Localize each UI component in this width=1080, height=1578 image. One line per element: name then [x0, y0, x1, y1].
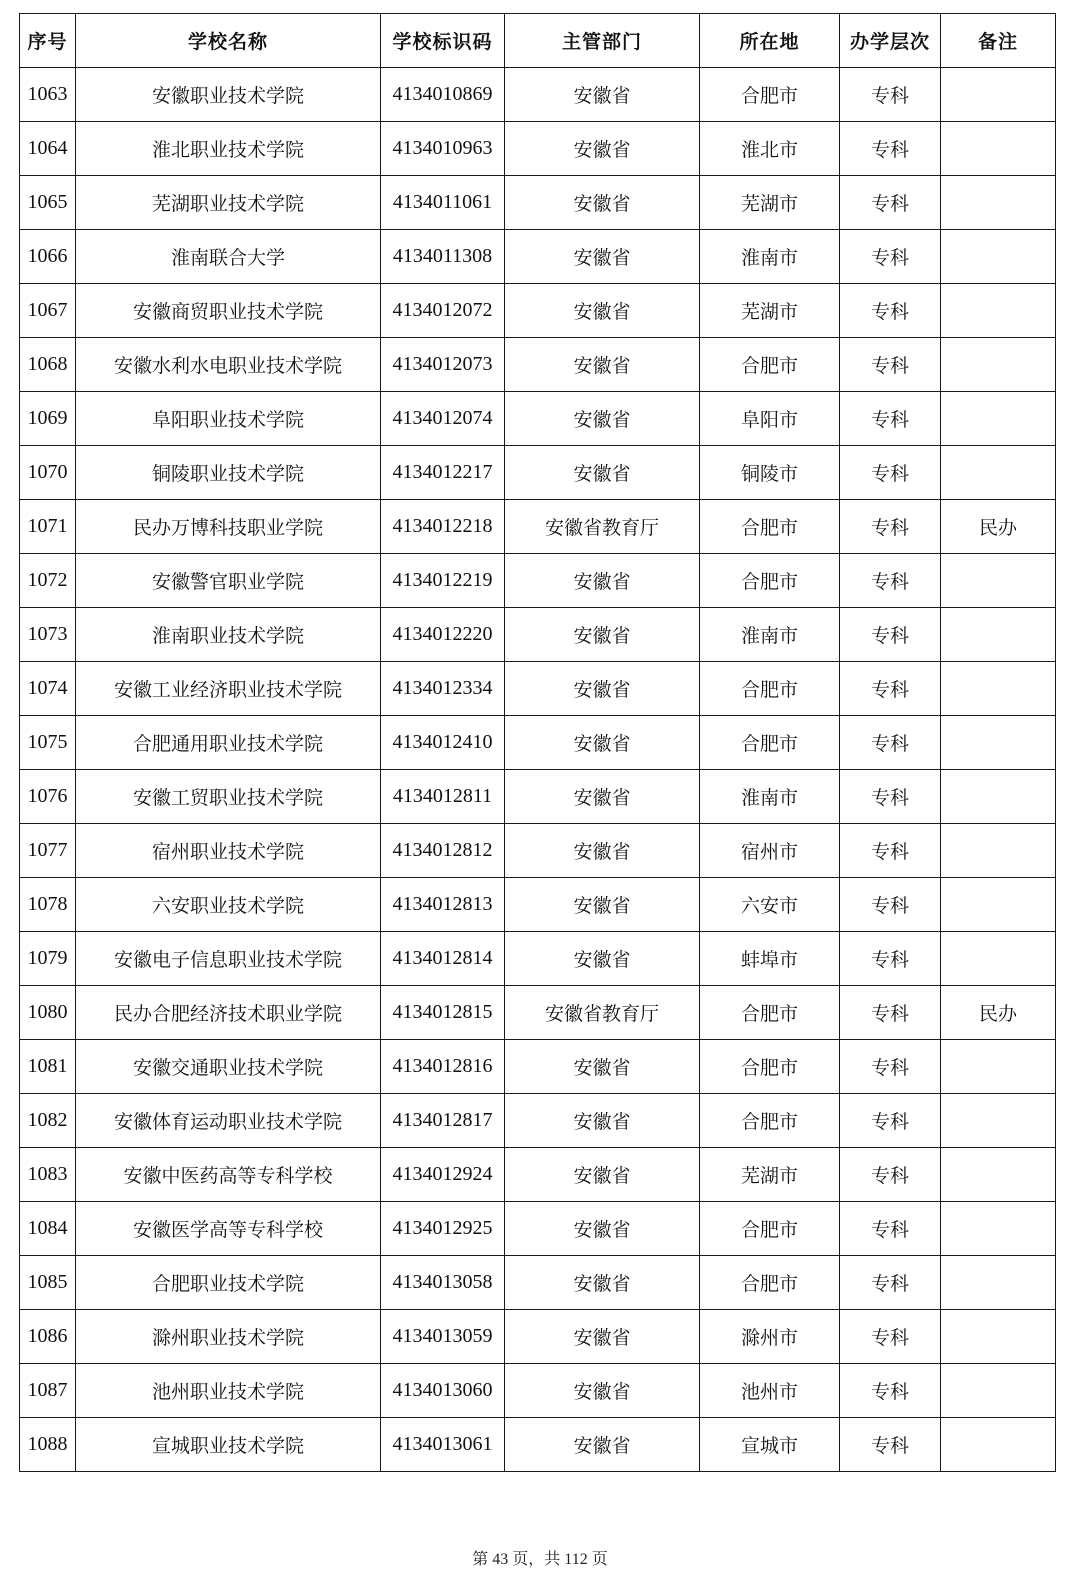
cell-seq: 1069 — [20, 392, 76, 446]
cell-school-code: 4134012072 — [381, 284, 505, 338]
cell-school-code: 4134010869 — [381, 68, 505, 122]
cell-seq: 1082 — [20, 1094, 76, 1148]
cell-department: 安徽省 — [505, 608, 700, 662]
cell-school-code: 4134013059 — [381, 1310, 505, 1364]
cell-school-code: 4134012812 — [381, 824, 505, 878]
cell-school-name: 铜陵职业技术学院 — [76, 446, 381, 500]
cell-location: 芜湖市 — [700, 176, 840, 230]
cell-level: 专科 — [840, 770, 941, 824]
table-row — [20, 662, 1056, 716]
cell-level: 专科 — [840, 716, 941, 770]
cell-department: 安徽省 — [505, 554, 700, 608]
cell-school-code: 4134012816 — [381, 1040, 505, 1094]
cell-school-name: 安徽医学高等专科学校 — [76, 1202, 381, 1256]
cell-note — [941, 392, 1056, 446]
cell-school-name: 淮南联合大学 — [76, 230, 381, 284]
cell-school-name: 池州职业技术学院 — [76, 1364, 381, 1418]
header-row — [20, 14, 1056, 68]
cell-location: 合肥市 — [700, 1094, 840, 1148]
cell-level: 专科 — [840, 932, 941, 986]
school-list-table — [19, 13, 1056, 1472]
table-row — [20, 176, 1056, 230]
table-row — [20, 284, 1056, 338]
footer-suffix: 页 — [587, 1551, 608, 1568]
cell-seq: 1083 — [20, 1148, 76, 1202]
header-location: 所在地 — [700, 14, 840, 68]
cell-school-code: 4134010963 — [381, 122, 505, 176]
cell-note — [941, 284, 1056, 338]
cell-seq: 1063 — [20, 68, 76, 122]
cell-location: 淮南市 — [700, 230, 840, 284]
cell-level: 专科 — [840, 878, 941, 932]
cell-level: 专科 — [840, 608, 941, 662]
cell-note — [941, 1202, 1056, 1256]
cell-note — [941, 122, 1056, 176]
cell-school-name: 安徽体育运动职业技术学院 — [76, 1094, 381, 1148]
cell-school-name: 安徽中医药高等专科学校 — [76, 1148, 381, 1202]
cell-department: 安徽省教育厅 — [505, 986, 700, 1040]
cell-department: 安徽省 — [505, 770, 700, 824]
cell-department: 安徽省 — [505, 932, 700, 986]
header-school-code: 学校标识码 — [381, 14, 505, 68]
cell-department: 安徽省教育厅 — [505, 500, 700, 554]
cell-level: 专科 — [840, 1094, 941, 1148]
cell-school-name: 淮南职业技术学院 — [76, 608, 381, 662]
cell-level: 专科 — [840, 1418, 941, 1472]
cell-location: 芜湖市 — [700, 1148, 840, 1202]
cell-seq: 1081 — [20, 1040, 76, 1094]
page-footer — [0, 1546, 1080, 1569]
cell-seq: 1079 — [20, 932, 76, 986]
cell-level: 专科 — [840, 392, 941, 446]
cell-seq: 1087 — [20, 1364, 76, 1418]
cell-note — [941, 1148, 1056, 1202]
cell-note — [941, 770, 1056, 824]
cell-seq: 1064 — [20, 122, 76, 176]
cell-school-code: 4134012811 — [381, 770, 505, 824]
cell-school-code: 4134012220 — [381, 608, 505, 662]
cell-school-name: 民办合肥经济技术职业学院 — [76, 986, 381, 1040]
cell-school-name: 安徽商贸职业技术学院 — [76, 284, 381, 338]
cell-department: 安徽省 — [505, 446, 700, 500]
cell-location: 滁州市 — [700, 1310, 840, 1364]
cell-note — [941, 554, 1056, 608]
cell-school-code: 4134012073 — [381, 338, 505, 392]
cell-note — [941, 608, 1056, 662]
cell-location: 宿州市 — [700, 824, 840, 878]
cell-school-code: 4134012217 — [381, 446, 505, 500]
cell-note — [941, 1364, 1056, 1418]
cell-school-code: 4134012219 — [381, 554, 505, 608]
cell-department: 安徽省 — [505, 716, 700, 770]
cell-note — [941, 176, 1056, 230]
cell-location: 池州市 — [700, 1364, 840, 1418]
cell-school-name: 安徽工贸职业技术学院 — [76, 770, 381, 824]
cell-school-name: 安徽交通职业技术学院 — [76, 1040, 381, 1094]
cell-note — [941, 932, 1056, 986]
cell-school-name: 芜湖职业技术学院 — [76, 176, 381, 230]
cell-department: 安徽省 — [505, 1094, 700, 1148]
cell-seq: 1073 — [20, 608, 76, 662]
cell-school-name: 安徽职业技术学院 — [76, 68, 381, 122]
cell-school-name: 淮北职业技术学院 — [76, 122, 381, 176]
cell-seq: 1070 — [20, 446, 76, 500]
cell-note — [941, 230, 1056, 284]
cell-note — [941, 1040, 1056, 1094]
header-school-name: 学校名称 — [76, 14, 381, 68]
cell-level: 专科 — [840, 1040, 941, 1094]
cell-location: 蚌埠市 — [700, 932, 840, 986]
table-row — [20, 392, 1056, 446]
cell-school-code: 4134012074 — [381, 392, 505, 446]
cell-location: 淮北市 — [700, 122, 840, 176]
cell-school-code: 4134013058 — [381, 1256, 505, 1310]
cell-school-code: 4134012815 — [381, 986, 505, 1040]
cell-school-code: 4134013060 — [381, 1364, 505, 1418]
cell-school-code: 4134012334 — [381, 662, 505, 716]
cell-seq: 1078 — [20, 878, 76, 932]
cell-location: 合肥市 — [700, 716, 840, 770]
cell-location: 合肥市 — [700, 1202, 840, 1256]
cell-school-name: 宣城职业技术学院 — [76, 1418, 381, 1472]
cell-location: 铜陵市 — [700, 446, 840, 500]
cell-seq: 1080 — [20, 986, 76, 1040]
table-row — [20, 338, 1056, 392]
cell-school-name: 合肥职业技术学院 — [76, 1256, 381, 1310]
header-level: 办学层次 — [840, 14, 941, 68]
table-row — [20, 1202, 1056, 1256]
cell-level: 专科 — [840, 1202, 941, 1256]
cell-location: 芜湖市 — [700, 284, 840, 338]
cell-note: 民办 — [941, 500, 1056, 554]
cell-department: 安徽省 — [505, 1364, 700, 1418]
cell-location: 合肥市 — [700, 554, 840, 608]
cell-school-code: 4134011061 — [381, 176, 505, 230]
cell-level: 专科 — [840, 554, 941, 608]
cell-school-code: 4134013061 — [381, 1418, 505, 1472]
footer-total-pages: 112 — [564, 1551, 588, 1568]
cell-level: 专科 — [840, 1364, 941, 1418]
table-row — [20, 878, 1056, 932]
cell-department: 安徽省 — [505, 392, 700, 446]
cell-seq: 1085 — [20, 1256, 76, 1310]
cell-location: 淮南市 — [700, 770, 840, 824]
table-row — [20, 608, 1056, 662]
cell-level: 专科 — [840, 662, 941, 716]
cell-seq: 1075 — [20, 716, 76, 770]
table-row — [20, 554, 1056, 608]
cell-level: 专科 — [840, 1256, 941, 1310]
cell-school-code: 4134012817 — [381, 1094, 505, 1148]
cell-seq: 1066 — [20, 230, 76, 284]
cell-note — [941, 662, 1056, 716]
cell-department: 安徽省 — [505, 662, 700, 716]
cell-school-name: 滁州职业技术学院 — [76, 1310, 381, 1364]
cell-note — [941, 1256, 1056, 1310]
cell-school-name: 安徽电子信息职业技术学院 — [76, 932, 381, 986]
cell-note — [941, 1094, 1056, 1148]
cell-seq: 1074 — [20, 662, 76, 716]
cell-school-name: 宿州职业技术学院 — [76, 824, 381, 878]
cell-school-code: 4134011308 — [381, 230, 505, 284]
cell-seq: 1068 — [20, 338, 76, 392]
cell-location: 合肥市 — [700, 662, 840, 716]
cell-note — [941, 338, 1056, 392]
cell-department: 安徽省 — [505, 1418, 700, 1472]
cell-note — [941, 824, 1056, 878]
cell-seq: 1072 — [20, 554, 76, 608]
cell-location: 合肥市 — [700, 68, 840, 122]
table-row — [20, 230, 1056, 284]
table-row — [20, 770, 1056, 824]
cell-school-name: 安徽警官职业学院 — [76, 554, 381, 608]
cell-level: 专科 — [840, 824, 941, 878]
cell-seq: 1077 — [20, 824, 76, 878]
table-row — [20, 500, 1056, 554]
cell-school-name: 民办万博科技职业学院 — [76, 500, 381, 554]
table-header — [20, 14, 1056, 68]
cell-department: 安徽省 — [505, 878, 700, 932]
cell-school-code: 4134012813 — [381, 878, 505, 932]
table-row — [20, 1040, 1056, 1094]
cell-note — [941, 446, 1056, 500]
cell-seq: 1086 — [20, 1310, 76, 1364]
cell-school-name: 六安职业技术学院 — [76, 878, 381, 932]
cell-location: 合肥市 — [700, 1040, 840, 1094]
table-row — [20, 932, 1056, 986]
cell-school-code: 4134012814 — [381, 932, 505, 986]
cell-location: 合肥市 — [700, 338, 840, 392]
cell-department: 安徽省 — [505, 1310, 700, 1364]
cell-location: 合肥市 — [700, 986, 840, 1040]
footer-middle: 页，共 — [508, 1551, 565, 1568]
cell-seq: 1084 — [20, 1202, 76, 1256]
table-row — [20, 446, 1056, 500]
cell-level: 专科 — [840, 446, 941, 500]
cell-location: 淮南市 — [700, 608, 840, 662]
header-seq: 序号 — [20, 14, 76, 68]
cell-location: 合肥市 — [700, 500, 840, 554]
cell-level: 专科 — [840, 1148, 941, 1202]
cell-level: 专科 — [840, 1310, 941, 1364]
cell-department: 安徽省 — [505, 1256, 700, 1310]
cell-level: 专科 — [840, 500, 941, 554]
cell-note — [941, 716, 1056, 770]
cell-school-code: 4134012924 — [381, 1148, 505, 1202]
cell-school-code: 4134012218 — [381, 500, 505, 554]
cell-school-name: 阜阳职业技术学院 — [76, 392, 381, 446]
cell-note: 民办 — [941, 986, 1056, 1040]
table-row — [20, 1148, 1056, 1202]
cell-level: 专科 — [840, 122, 941, 176]
cell-level: 专科 — [840, 338, 941, 392]
cell-seq: 1071 — [20, 500, 76, 554]
table-row — [20, 1364, 1056, 1418]
cell-note — [941, 1310, 1056, 1364]
table-row — [20, 1094, 1056, 1148]
table-row — [20, 824, 1056, 878]
cell-location: 阜阳市 — [700, 392, 840, 446]
cell-level: 专科 — [840, 986, 941, 1040]
cell-seq: 1067 — [20, 284, 76, 338]
table-row — [20, 986, 1056, 1040]
cell-department: 安徽省 — [505, 284, 700, 338]
cell-seq: 1088 — [20, 1418, 76, 1472]
cell-school-code: 4134012925 — [381, 1202, 505, 1256]
cell-note — [941, 1418, 1056, 1472]
cell-level: 专科 — [840, 68, 941, 122]
table-row — [20, 716, 1056, 770]
table-row — [20, 1310, 1056, 1364]
table-body — [20, 68, 1056, 1472]
table-row — [20, 1418, 1056, 1472]
cell-department: 安徽省 — [505, 176, 700, 230]
cell-department: 安徽省 — [505, 122, 700, 176]
cell-note — [941, 878, 1056, 932]
footer-page-number: 43 — [492, 1551, 509, 1568]
cell-school-name: 合肥通用职业技术学院 — [76, 716, 381, 770]
cell-department: 安徽省 — [505, 1040, 700, 1094]
cell-location: 六安市 — [700, 878, 840, 932]
cell-school-name: 安徽工业经济职业技术学院 — [76, 662, 381, 716]
footer-prefix: 第 — [472, 1551, 493, 1568]
cell-location: 合肥市 — [700, 1256, 840, 1310]
cell-department: 安徽省 — [505, 338, 700, 392]
header-note: 备注 — [941, 14, 1056, 68]
table-row — [20, 1256, 1056, 1310]
cell-department: 安徽省 — [505, 230, 700, 284]
cell-seq: 1076 — [20, 770, 76, 824]
cell-location: 宣城市 — [700, 1418, 840, 1472]
cell-note — [941, 68, 1056, 122]
header-department: 主管部门 — [505, 14, 700, 68]
cell-level: 专科 — [840, 284, 941, 338]
cell-department: 安徽省 — [505, 1148, 700, 1202]
cell-level: 专科 — [840, 230, 941, 284]
cell-school-code: 4134012410 — [381, 716, 505, 770]
cell-seq: 1065 — [20, 176, 76, 230]
cell-school-name: 安徽水利水电职业技术学院 — [76, 338, 381, 392]
cell-department: 安徽省 — [505, 824, 700, 878]
table-row — [20, 122, 1056, 176]
table-row — [20, 68, 1056, 122]
cell-department: 安徽省 — [505, 1202, 700, 1256]
cell-department: 安徽省 — [505, 68, 700, 122]
cell-level: 专科 — [840, 176, 941, 230]
